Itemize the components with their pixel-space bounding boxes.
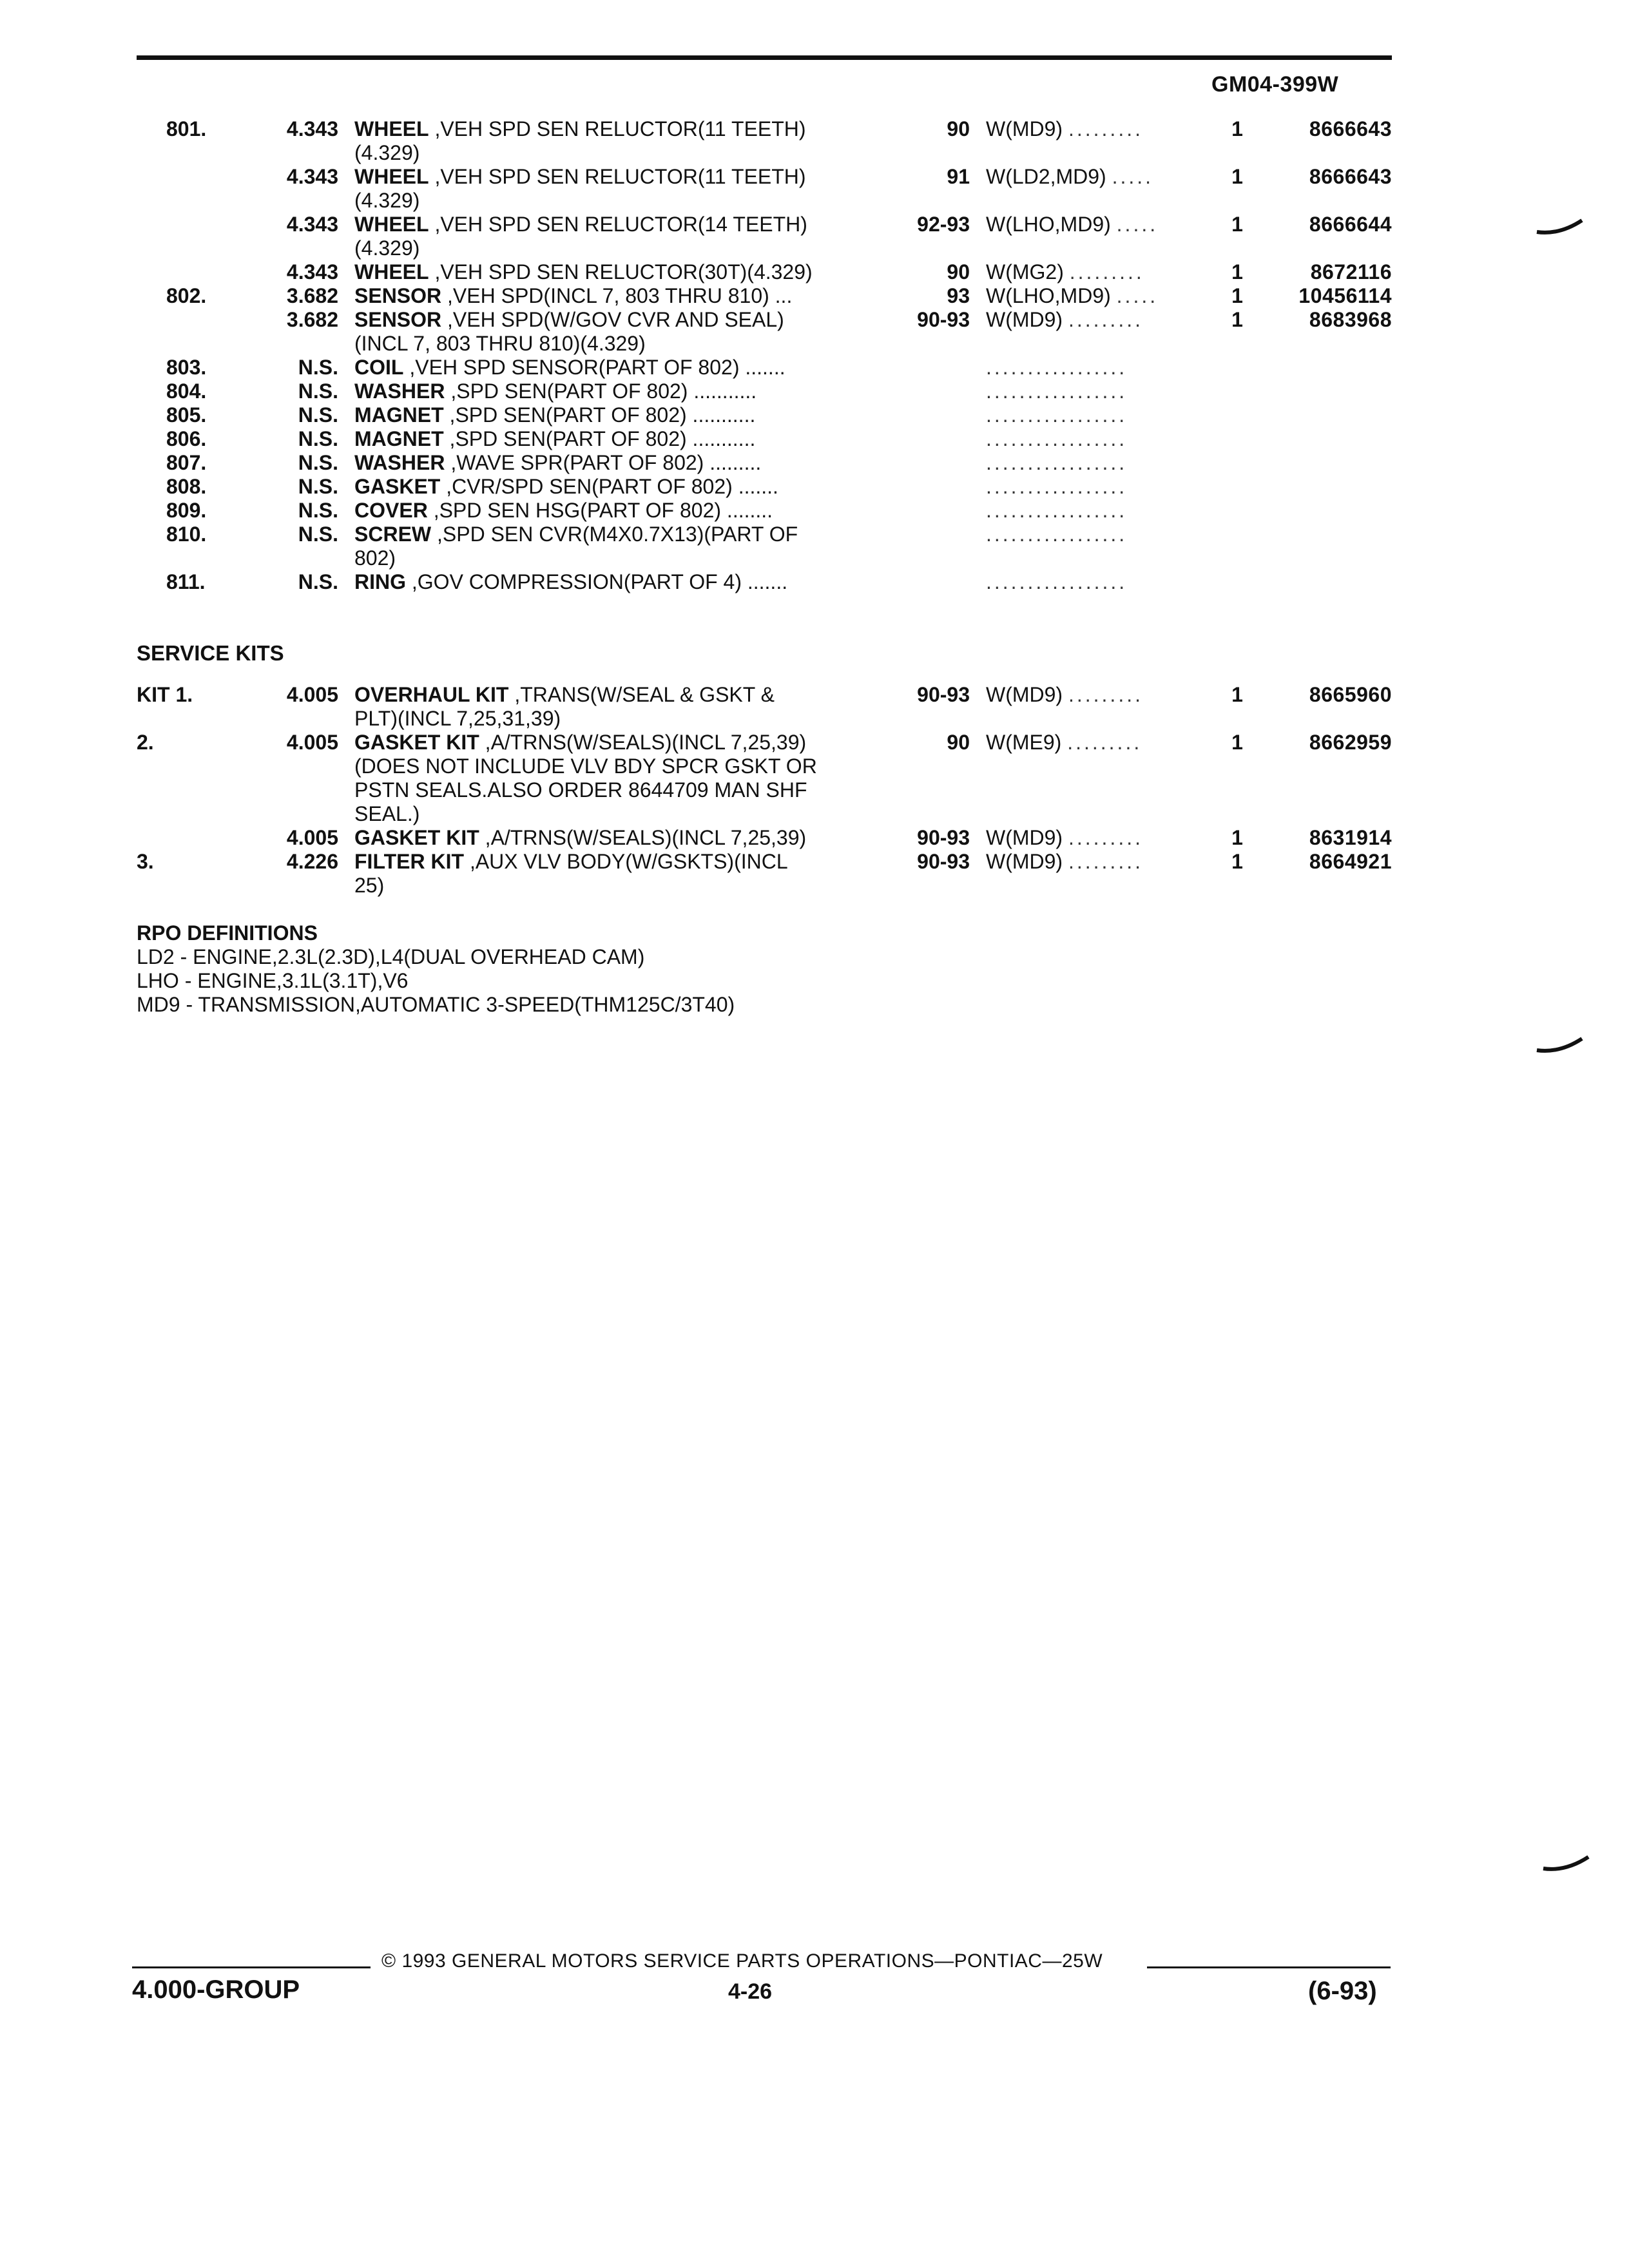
rpo-usage [986, 451, 1127, 475]
group-number: 3.682 [286, 284, 338, 307]
item-number: 807. [166, 451, 207, 474]
description-text: (INCL 7, 803 THRU 810)(4.329) [354, 332, 646, 355]
part-detail: ,AUX VLV BODY(W/GSKTS)(INCL [464, 850, 788, 873]
leader-dots: ......... [1068, 117, 1143, 140]
leader-dots: ......... [1068, 850, 1143, 873]
leader-dots: ..... [1116, 284, 1159, 307]
part-description [354, 380, 757, 403]
item-number: 806. [166, 427, 207, 450]
item-number: KIT 1. [137, 683, 193, 706]
quantity: 1 [1231, 826, 1243, 849]
rpo-usage [986, 356, 1127, 380]
leader-dots: ......... [1068, 826, 1143, 849]
model-year: 90-93 [917, 683, 970, 706]
part-number: 8666644 [1309, 213, 1392, 236]
rpo-code: W(MD9) [986, 308, 1063, 331]
rpo-usage [986, 427, 1127, 451]
description-text: (4.329) [354, 236, 420, 260]
group-number: N.S. [298, 523, 338, 546]
part-row [0, 165, 1629, 189]
part-detail: ,CVR/SPD SEN(PART OF 802) ....... [440, 475, 778, 498]
part-row [0, 308, 1629, 332]
item-number: 810. [166, 523, 207, 546]
part-number: 10456114 [1298, 284, 1392, 307]
part-row [0, 850, 1629, 874]
group-number: 4.005 [286, 731, 338, 754]
part-row [0, 826, 1629, 850]
rpo-usage [986, 403, 1127, 427]
group-number: N.S. [298, 403, 338, 427]
leader-dots: ......... [1069, 260, 1144, 284]
part-row [0, 731, 1629, 754]
part-name: WASHER [354, 380, 445, 403]
part-number: 8662959 [1309, 731, 1392, 754]
binder-mark [1540, 1843, 1592, 1881]
part-description [354, 284, 792, 308]
model-year: 92-93 [917, 213, 970, 236]
part-detail: ,SPD SEN HSG(PART OF 802) ........ [427, 499, 773, 522]
group-number: 4.343 [286, 117, 338, 140]
part-name: COIL [354, 356, 404, 379]
part-description-continuation [0, 332, 1629, 356]
part-detail: ,GOV COMPRESSION(PART OF 4) ....... [406, 570, 788, 593]
footer-rule-right [1147, 1966, 1391, 1968]
item-number: 805. [166, 403, 207, 427]
description-text: SEAL.) [354, 802, 420, 825]
part-row [0, 570, 1629, 594]
part-description [354, 403, 755, 427]
rpo-usage [986, 683, 1143, 707]
part-number: 8672116 [1310, 260, 1392, 284]
item-number: 808. [166, 475, 207, 498]
part-description [354, 117, 806, 141]
part-description [354, 475, 778, 499]
item-number: 3. [137, 850, 154, 873]
parts-list [0, 117, 1629, 594]
rpo-usage [986, 475, 1127, 499]
rpo-code: W(MD9) [986, 683, 1063, 706]
item-number: 804. [166, 380, 207, 403]
model-year: 90 [947, 731, 970, 754]
description-text: (DOES NOT INCLUDE VLV BDY SPCR GSKT OR [354, 754, 817, 778]
part-row [0, 260, 1629, 284]
rpo-definitions-heading: RPO DEFINITIONS [137, 921, 318, 945]
part-description [354, 826, 806, 850]
leader-dots: ......... [1067, 731, 1142, 754]
part-detail: ,VEH SPD SENSOR(PART OF 802) ....... [403, 356, 786, 379]
leader-dots: ......... [1068, 683, 1143, 706]
group-number: N.S. [298, 427, 338, 450]
binder-mark [1534, 206, 1585, 245]
part-name: GASKET KIT [354, 731, 479, 754]
part-name: WHEEL [354, 260, 429, 284]
rpo-usage [986, 523, 1127, 546]
part-detail: ,SPD SEN(PART OF 802) ........... [443, 427, 756, 450]
part-detail: ,SPD SEN CVR(M4X0.7X13)(PART OF [431, 523, 798, 546]
part-name: MAGNET [354, 427, 444, 450]
rpo-usage [986, 380, 1127, 403]
part-row [0, 356, 1629, 380]
service-kits-heading: SERVICE KITS [137, 641, 284, 665]
quantity: 1 [1231, 284, 1243, 307]
part-description-continuation [0, 778, 1629, 802]
rpo-code: W(LHO,MD9) [986, 213, 1111, 236]
quantity: 1 [1231, 117, 1243, 140]
part-description [354, 731, 806, 754]
part-row [0, 403, 1629, 427]
group-number: 4.005 [286, 826, 338, 849]
binder-mark [1534, 1024, 1585, 1063]
group-number: 3.682 [286, 308, 338, 331]
part-number: 8666643 [1309, 165, 1392, 188]
leader-dots: ................. [986, 570, 1128, 593]
model-year: 93 [947, 284, 970, 307]
rpo-usage [986, 826, 1143, 850]
part-row [0, 451, 1629, 475]
part-description [354, 523, 798, 546]
quantity: 1 [1231, 260, 1243, 284]
part-detail: ,SPD SEN(PART OF 802) ........... [445, 380, 757, 403]
model-year: 90-93 [917, 308, 970, 331]
description-text: (4.329) [354, 141, 420, 164]
leader-dots: ..... [1112, 165, 1154, 188]
leader-dots: ................. [986, 451, 1128, 474]
leader-dots: ..... [1116, 213, 1159, 236]
part-name: SENSOR [354, 284, 442, 307]
group-number: N.S. [298, 451, 338, 474]
part-description [354, 165, 806, 189]
footer-copyright: © 1993 GENERAL MOTORS SERVICE PARTS OPERATIONS—PONTIAC—25W [381, 1950, 1103, 1972]
part-detail: ,TRANS(W/SEAL & GSKT & [508, 683, 775, 706]
rpo-usage [986, 499, 1127, 523]
part-name: RING [354, 570, 406, 593]
part-detail: ,SPD SEN(PART OF 802) ........... [443, 403, 756, 427]
part-number: 8664921 [1309, 850, 1392, 873]
part-detail: ,VEH SPD(W/GOV CVR AND SEAL) [441, 308, 784, 331]
rpo-code: W(MD9) [986, 826, 1063, 849]
part-description [354, 427, 755, 451]
group-number: N.S. [298, 499, 338, 522]
leader-dots: ................. [986, 380, 1128, 403]
part-detail: ,VEH SPD(INCL 7, 803 THRU 810) ... [441, 284, 793, 307]
item-number: 809. [166, 499, 207, 522]
model-year: 90 [947, 117, 970, 140]
rpo-usage [986, 850, 1143, 874]
item-number: 802. [166, 284, 207, 307]
group-number: N.S. [298, 380, 338, 403]
part-description [354, 570, 787, 594]
leader-dots: ................. [986, 356, 1128, 379]
rpo-code: W(MD9) [986, 850, 1063, 873]
rpo-code: W(MG2) [986, 260, 1064, 284]
rpo-code: W(MD9) [986, 117, 1063, 140]
top-rule [137, 55, 1392, 60]
footer-group-label: 4.000-GROUP [132, 1975, 300, 2004]
rpo-usage [986, 284, 1158, 308]
description-text: (4.329) [354, 189, 420, 212]
rpo-definition-item: LHO - ENGINE,3.1L(3.1T),V6 [137, 969, 409, 992]
part-name: SENSOR [354, 308, 442, 331]
part-detail: ,VEH SPD SEN RELUCTOR(11 TEETH) [429, 117, 806, 140]
rpo-usage [986, 260, 1144, 284]
quantity: 1 [1231, 308, 1243, 331]
rpo-definition-item: LD2 - ENGINE,2.3L(2.3D),L4(DUAL OVERHEAD CAM) [137, 945, 645, 968]
part-detail: ,WAVE SPR(PART OF 802) ......... [445, 451, 762, 474]
part-description-continuation [0, 546, 1629, 570]
leader-dots: ................. [986, 475, 1128, 498]
quantity: 1 [1231, 213, 1243, 236]
part-number: 8665960 [1309, 683, 1392, 706]
part-description-continuation [0, 874, 1629, 898]
part-description [354, 451, 761, 475]
part-detail: ,A/TRNS(W/SEALS)(INCL 7,25,39) [479, 826, 807, 849]
footer-page-number: 4-26 [728, 1979, 773, 2004]
part-description [354, 850, 788, 874]
item-number: 2. [137, 731, 154, 754]
part-description [354, 683, 775, 707]
part-name: FILTER KIT [354, 850, 465, 873]
part-description-continuation [0, 754, 1629, 778]
part-number: 8683968 [1309, 308, 1392, 331]
rpo-code: W(ME9) [986, 731, 1062, 754]
rpo-usage [986, 308, 1143, 332]
description-text: 25) [354, 874, 385, 897]
rpo-usage [986, 213, 1158, 236]
document-code: GM04-399W [1211, 72, 1339, 97]
quantity: 1 [1231, 731, 1243, 754]
model-year: 90 [947, 260, 970, 284]
quantity: 1 [1231, 850, 1243, 873]
part-number: 8631914 [1309, 826, 1392, 849]
rpo-usage [986, 117, 1143, 141]
leader-dots: ......... [1068, 308, 1143, 331]
service-kits-list [0, 683, 1629, 898]
part-description-continuation [0, 141, 1629, 165]
part-name: GASKET [354, 475, 441, 498]
item-number: 801. [166, 117, 207, 140]
part-description [354, 499, 773, 523]
part-detail: ,VEH SPD SEN RELUCTOR(14 TEETH) [429, 213, 807, 236]
part-row [0, 683, 1629, 707]
part-description [354, 213, 807, 236]
part-row [0, 523, 1629, 546]
part-name: SCREW [354, 523, 432, 546]
part-name: MAGNET [354, 403, 444, 427]
group-number: 4.226 [286, 850, 338, 873]
description-text: PLT)(INCL 7,25,31,39) [354, 707, 561, 730]
part-row [0, 213, 1629, 236]
part-name: WHEEL [354, 117, 429, 140]
part-description-continuation [0, 236, 1629, 260]
item-number: 803. [166, 356, 207, 379]
group-number: 4.343 [286, 165, 338, 188]
quantity: 1 [1231, 165, 1243, 188]
part-name: WHEEL [354, 213, 429, 236]
rpo-usage [986, 165, 1153, 189]
group-number: 4.343 [286, 213, 338, 236]
group-number: N.S. [298, 475, 338, 498]
leader-dots: ................. [986, 499, 1128, 522]
leader-dots: ................. [986, 427, 1128, 450]
part-number: 8666643 [1309, 117, 1392, 140]
part-row [0, 475, 1629, 499]
part-row [0, 284, 1629, 308]
description-text: PSTN SEALS.ALSO ORDER 8644709 MAN SHF [354, 778, 807, 802]
part-row [0, 380, 1629, 403]
part-name: COVER [354, 499, 428, 522]
group-number: N.S. [298, 570, 338, 593]
leader-dots: ................. [986, 523, 1128, 546]
part-description [354, 356, 786, 380]
rpo-usage [986, 570, 1127, 594]
model-year: 90-93 [917, 850, 970, 873]
part-description [354, 260, 813, 284]
description-text: 802) [354, 546, 396, 570]
model-year: 90-93 [917, 826, 970, 849]
group-number: N.S. [298, 356, 338, 379]
part-row [0, 427, 1629, 451]
part-description [354, 308, 784, 332]
model-year: 91 [947, 165, 970, 188]
quantity: 1 [1231, 683, 1243, 706]
part-row [0, 117, 1629, 141]
part-description-continuation [0, 189, 1629, 213]
item-number: 811. [166, 570, 206, 593]
part-name: WASHER [354, 451, 445, 474]
rpo-definitions [137, 921, 735, 1017]
part-detail: ,VEH SPD SEN RELUCTOR(30T)(4.329) [429, 260, 813, 284]
group-number: 4.343 [286, 260, 338, 284]
rpo-usage [986, 731, 1142, 754]
part-name: GASKET KIT [354, 826, 479, 849]
part-row [0, 499, 1629, 523]
part-name: WHEEL [354, 165, 429, 188]
footer-rule-left [132, 1966, 371, 1968]
part-description-continuation [0, 707, 1629, 731]
leader-dots: ................. [986, 403, 1128, 427]
part-description-continuation [0, 802, 1629, 826]
part-detail: ,A/TRNS(W/SEALS)(INCL 7,25,39) [479, 731, 807, 754]
rpo-code: W(LD2,MD9) [986, 165, 1106, 188]
rpo-definition-item: MD9 - TRANSMISSION,AUTOMATIC 3-SPEED(THM125C/3T40) [137, 993, 735, 1016]
rpo-code: W(LHO,MD9) [986, 284, 1111, 307]
part-name: OVERHAUL KIT [354, 683, 509, 706]
group-number: 4.005 [286, 683, 338, 706]
footer-date: (6-93) [1308, 1977, 1377, 2005]
part-detail: ,VEH SPD SEN RELUCTOR(11 TEETH) [429, 165, 806, 188]
